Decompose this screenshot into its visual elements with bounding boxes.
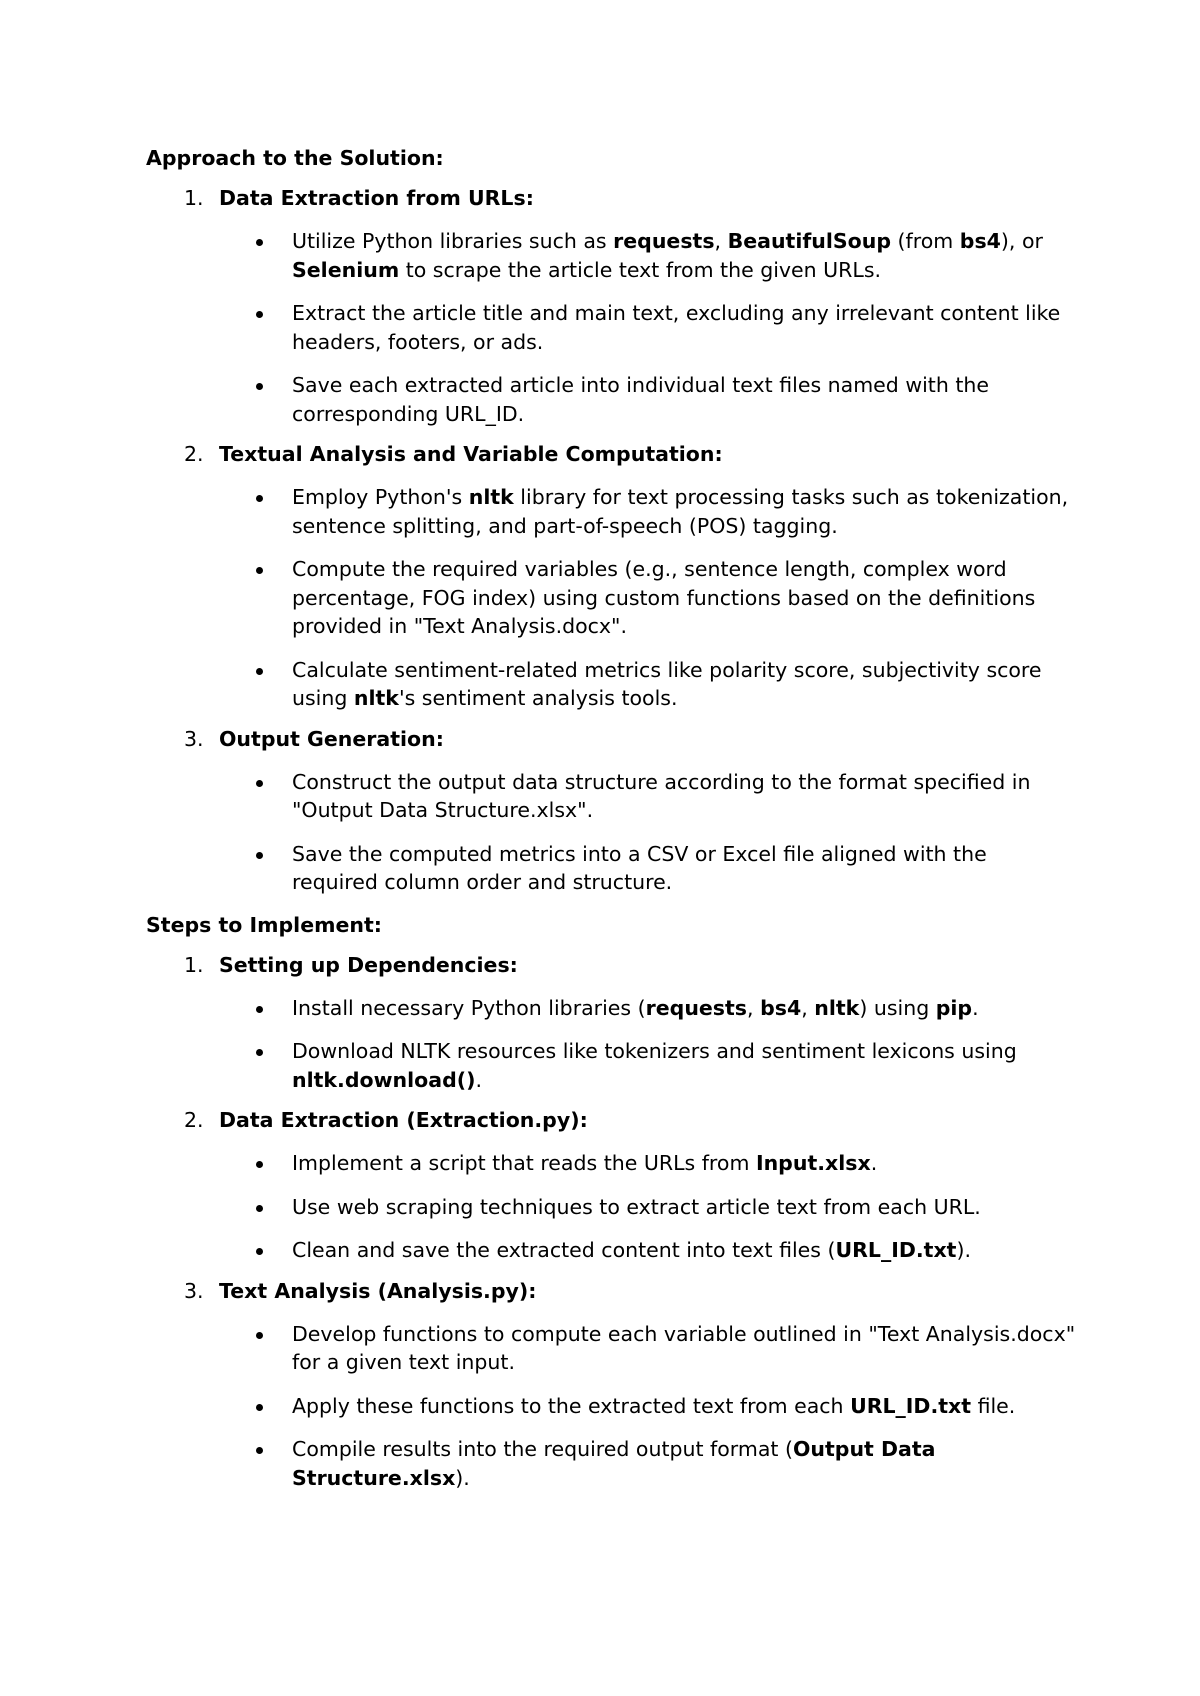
item-number: 3. <box>184 726 204 751</box>
numbered-item-heading <box>146 184 1076 212</box>
bullet-text: ). <box>956 1238 971 1262</box>
numbered-item-heading <box>146 1277 1076 1305</box>
bold-term: bs4 <box>760 995 802 1020</box>
item-number: 1. <box>184 952 204 977</box>
bullet-dot-icon <box>256 495 263 502</box>
bullet-item <box>146 1149 1076 1178</box>
item-number: 3. <box>184 1278 204 1303</box>
bullet-text: , <box>801 995 815 1020</box>
bullet-text: Utilize Python libraries such as <box>292 229 614 253</box>
bold-term: URL_ID.txt <box>850 1393 972 1418</box>
bullet-text: Save each extracted article into individual text files named with the corresponding URL_ID. <box>292 373 989 426</box>
bullet-dot-icon <box>256 567 263 574</box>
item-title-text: Textual Analysis and Variable Computation: <box>219 442 723 466</box>
bullet-dot-icon <box>256 1006 263 1013</box>
bullet-dot-icon <box>256 780 263 787</box>
bullet-item <box>146 1320 1076 1377</box>
bullet-text: Extract the article title and main text, excluding any irrelevant content like headers, footers, or ads. <box>292 301 1061 354</box>
numbered-item <box>146 725 1076 897</box>
numbered-item <box>146 951 1076 1095</box>
bullet-text: Apply these functions to the extracted text from each <box>292 1393 851 1418</box>
bullet-text: library for text processing tasks such as tokenization, sentence splitting, and part-of-speech (POS) tagging. <box>292 485 1069 538</box>
section-heading: Steps to Implement: <box>146 912 382 937</box>
numbered-item-heading <box>146 440 1076 468</box>
bullet-text: ) using <box>859 995 936 1020</box>
bold-term: nltk <box>468 485 514 509</box>
bullet-dot-icon <box>256 668 263 675</box>
bullet-text: , <box>747 995 761 1020</box>
bullet-item <box>146 555 1076 641</box>
section-heading: Approach to the Solution: <box>146 146 444 170</box>
numbered-item <box>146 440 1076 713</box>
bullet-text: , <box>714 229 728 253</box>
bold-term: URL_ID.txt <box>835 1238 957 1262</box>
bullet-text: file. <box>971 1393 1016 1418</box>
bullet-item <box>146 1236 1076 1265</box>
numbered-item-heading <box>146 951 1076 979</box>
bullet-list <box>146 768 1076 897</box>
bullet-text: Construct the output data structure according to the format specified in "Output Data Structure.xlsx". <box>292 769 1031 822</box>
bullet-item <box>146 840 1076 897</box>
bullet-text: Develop functions to compute each variable outlined in "Text Analysis.docx" for a given text input. <box>292 1321 1076 1374</box>
bullet-text: Save the computed metrics into a CSV or Excel file aligned with the required column order and structure. <box>292 841 987 894</box>
item-title-text: Data Extraction from URLs: <box>219 186 534 210</box>
bullet-text: Download NLTK resources like tokenizers and sentiment lexicons using <box>292 1039 1017 1063</box>
bullet-item <box>146 299 1076 356</box>
bullet-dot-icon <box>256 311 263 318</box>
bullet-text: Compile results into the required output format ( <box>292 1437 793 1461</box>
bold-term: Selenium <box>292 257 400 282</box>
bullet-item <box>146 1392 1076 1421</box>
bullet-list <box>146 227 1076 428</box>
bullet-dot-icon <box>256 239 263 246</box>
bullet-text: Calculate sentiment-related metrics like polarity score, subjectivity score using <box>292 657 1042 710</box>
bullet-item <box>146 483 1076 540</box>
bullet-text: Install necessary Python libraries ( <box>292 995 646 1020</box>
bullet-item <box>146 768 1076 825</box>
section <box>146 911 1076 1493</box>
document-page <box>146 144 1076 1506</box>
item-title-text: Setting up Dependencies: <box>219 952 518 977</box>
item-title-text: Data Extraction (Extraction.py): <box>219 1108 588 1132</box>
bullet-item <box>146 1435 1076 1492</box>
bullet-item <box>146 656 1076 713</box>
bullet-text: Implement a script that reads the URLs from <box>292 1151 756 1175</box>
bullet-item <box>146 371 1076 428</box>
bullet-text: ). <box>455 1465 470 1490</box>
bullet-text: (from <box>891 229 960 253</box>
bullet-dot-icon <box>256 1049 263 1056</box>
numbered-item-heading <box>146 725 1076 753</box>
item-title-text: Output Generation: <box>219 726 444 751</box>
bullet-dot-icon <box>256 383 263 390</box>
bullet-text: . <box>972 995 979 1020</box>
bullet-list <box>146 994 1076 1095</box>
bold-term: bs4 <box>959 229 1001 253</box>
bold-term: Output Data Structure.xlsx <box>292 1437 936 1490</box>
bullet-item <box>146 227 1076 284</box>
bold-term: nltk <box>814 995 860 1020</box>
bold-term: BeautifulSoup <box>727 229 892 253</box>
bullet-text: Compute the required variables (e.g., sentence length, complex word percentage, FOG index) using custom functions based on the definitions provided in "Text Analysis.docx". <box>292 557 1036 638</box>
item-number: 1. <box>184 186 204 210</box>
bold-term: requests <box>613 229 715 253</box>
numbered-item <box>146 1277 1076 1493</box>
bullet-text: Clean and save the extracted content into text files ( <box>292 1238 836 1262</box>
bullet-dot-icon <box>256 1205 263 1212</box>
numbered-item <box>146 184 1076 428</box>
bullet-text: Employ Python's <box>292 485 469 509</box>
bold-term: nltk <box>353 686 399 710</box>
bullet-item <box>146 994 1076 1023</box>
bold-term: pip <box>935 995 973 1020</box>
bullet-list <box>146 483 1076 713</box>
item-title-text: Text Analysis (Analysis.py): <box>219 1278 537 1303</box>
item-number: 2. <box>184 1108 204 1132</box>
bullet-text: ), or <box>1000 229 1043 253</box>
bullet-dot-icon <box>256 1332 263 1339</box>
bullet-text: 's sentiment analysis tools. <box>398 686 678 710</box>
bullet-text: to scrape the article text from the given URLs. <box>399 257 882 282</box>
bullet-list <box>146 1149 1076 1265</box>
bullet-item <box>146 1037 1076 1094</box>
bold-term: Input.xlsx <box>755 1151 871 1175</box>
bullet-dot-icon <box>256 1248 263 1255</box>
bullet-text: . <box>870 1151 878 1175</box>
item-number: 2. <box>184 442 204 466</box>
bullet-dot-icon <box>256 1161 263 1168</box>
bullet-text: Use web scraping techniques to extract article text from each URL. <box>292 1194 981 1219</box>
bullet-dot-icon <box>256 1447 263 1454</box>
section <box>146 144 1076 897</box>
bullet-item <box>146 1193 1076 1222</box>
bullet-dot-icon <box>256 1404 263 1411</box>
bold-term: nltk.download() <box>292 1067 476 1092</box>
bold-term: requests <box>645 995 748 1020</box>
bullet-text: . <box>475 1067 483 1092</box>
numbered-item <box>146 1106 1076 1265</box>
bullet-list <box>146 1320 1076 1493</box>
bullet-dot-icon <box>256 852 263 859</box>
numbered-item-heading <box>146 1106 1076 1134</box>
